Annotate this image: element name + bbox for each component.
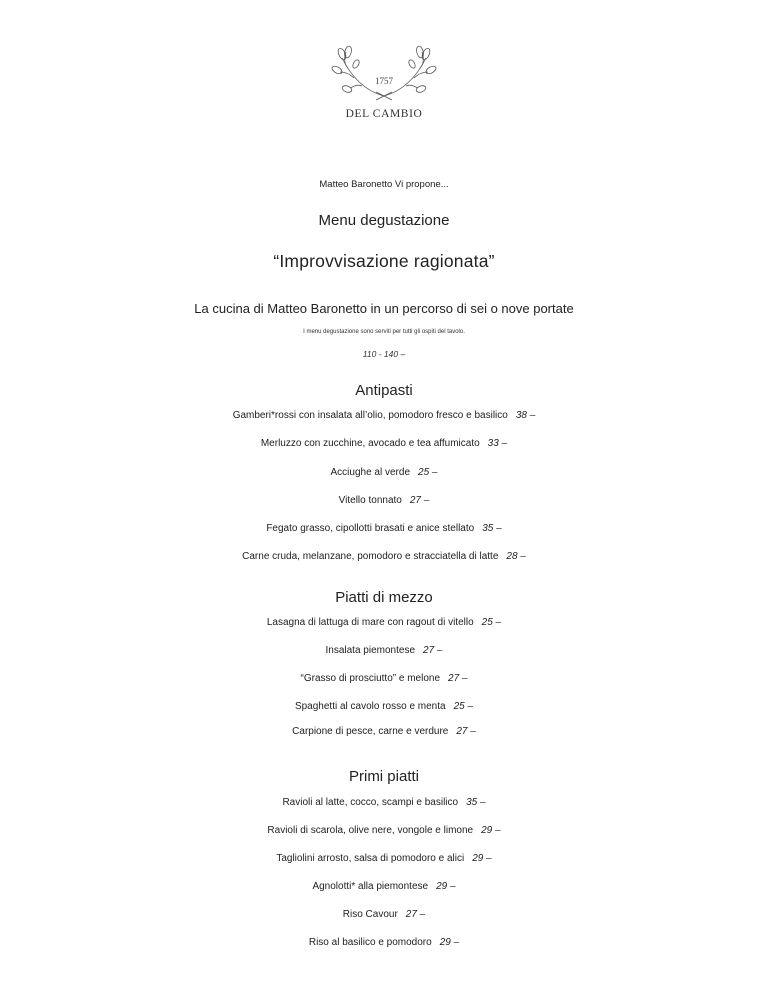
dish-price: 27 – (423, 645, 443, 656)
dish-name: Fegato grasso, cipollotti brasati e anice stellato (266, 523, 475, 534)
svg-text:1757: 1757 (375, 76, 393, 86)
menu-title: “Improvvisazione ragionata” (273, 251, 495, 271)
menu-item (0, 551, 768, 562)
menu-label: Menu degustazione (318, 212, 450, 229)
dish-price: 27 – (405, 909, 426, 920)
menu-item (0, 726, 768, 737)
dish-name: Gamberi*rossi con insalata all’olio, pomodoro fresco e basilico (232, 410, 508, 421)
menu-item (0, 797, 768, 808)
dish-price: 27 – (456, 726, 476, 737)
menu-item (0, 495, 768, 506)
dish-price: 27 – (448, 673, 468, 684)
menu-item (0, 438, 768, 449)
menu-item (0, 909, 768, 920)
dish-name: Vitello tonnato (338, 495, 402, 506)
dish-price: 29 – (439, 937, 460, 948)
dish-name: Riso Cavour (342, 909, 398, 920)
dish-price: 28 – (506, 551, 526, 562)
menu-item (0, 701, 768, 712)
section-title-piatti-di-mezzo: Piatti di mezzo (335, 589, 433, 606)
intro-text: Matteo Baronetto Vi propone... (319, 179, 449, 190)
dish-name: Tagliolini arrosto, salsa di pomodoro e alici (276, 853, 465, 864)
dish-price: 29 – (481, 825, 501, 836)
menu-item (0, 523, 768, 534)
brand-name: DEL CAMBIO (345, 108, 423, 120)
dish-name: Merluzzo con zucchine, avocado e tea affumicato (260, 438, 480, 449)
dish-name: Ravioli al latte, cocco, scampi e basilico (282, 797, 459, 808)
section-title-antipasti: Antipasti (355, 382, 413, 399)
menu-item (0, 825, 768, 836)
dish-price: 27 – (409, 495, 430, 506)
dish-name: “Grasso di prosciutto” e melone (300, 673, 441, 684)
menu-item (0, 617, 768, 628)
dish-name: Insalata piemontese (325, 645, 416, 656)
dish-name: Riso al basilico e pomodoro (308, 937, 432, 948)
menu-item (0, 881, 768, 892)
menu-item (0, 937, 768, 948)
dish-price: 25 – (453, 701, 474, 712)
dish-name: Carpione di pesce, carne e verdure (292, 726, 449, 737)
menu-price-range: 110 - 140 – (362, 349, 406, 359)
section-title-primi-piatti: Primi piatti (348, 768, 419, 785)
menu-note: I menu degustazione sono serviti per tutti gli ospiti del tavolo. (303, 329, 465, 335)
menu-item (0, 853, 768, 864)
menu-item (0, 410, 768, 421)
dish-name: Carne cruda, melanzane, pomodoro e stracciatella di latte (242, 551, 499, 562)
dish-price: 29 – (472, 853, 492, 864)
dish-name: Ravioli di scarola, olive nere, vongole e limone (267, 825, 474, 836)
dish-name: Agnolotti* alla piemontese (312, 881, 429, 892)
dish-name: Spaghetti al cavolo rosso e menta (294, 701, 446, 712)
menu-item (0, 673, 768, 684)
dish-price: 33 – (487, 438, 508, 449)
dish-price: 25 – (418, 467, 438, 478)
menu-item (0, 645, 768, 656)
dish-name: Lasagna di lattuga di mare con ragout di vitello (266, 617, 474, 628)
menu-subtitle: La cucina di Matteo Baronetto in un percorso di sei o nove portate (194, 301, 574, 316)
dish-price: 25 – (481, 617, 502, 628)
dish-price: 35 – (482, 523, 502, 534)
dish-price: 29 – (436, 881, 456, 892)
dish-name: Acciughe al verde (330, 467, 411, 478)
dish-price: 38 – (515, 410, 536, 421)
dish-price: 35 – (466, 797, 486, 808)
menu-item (0, 467, 768, 478)
